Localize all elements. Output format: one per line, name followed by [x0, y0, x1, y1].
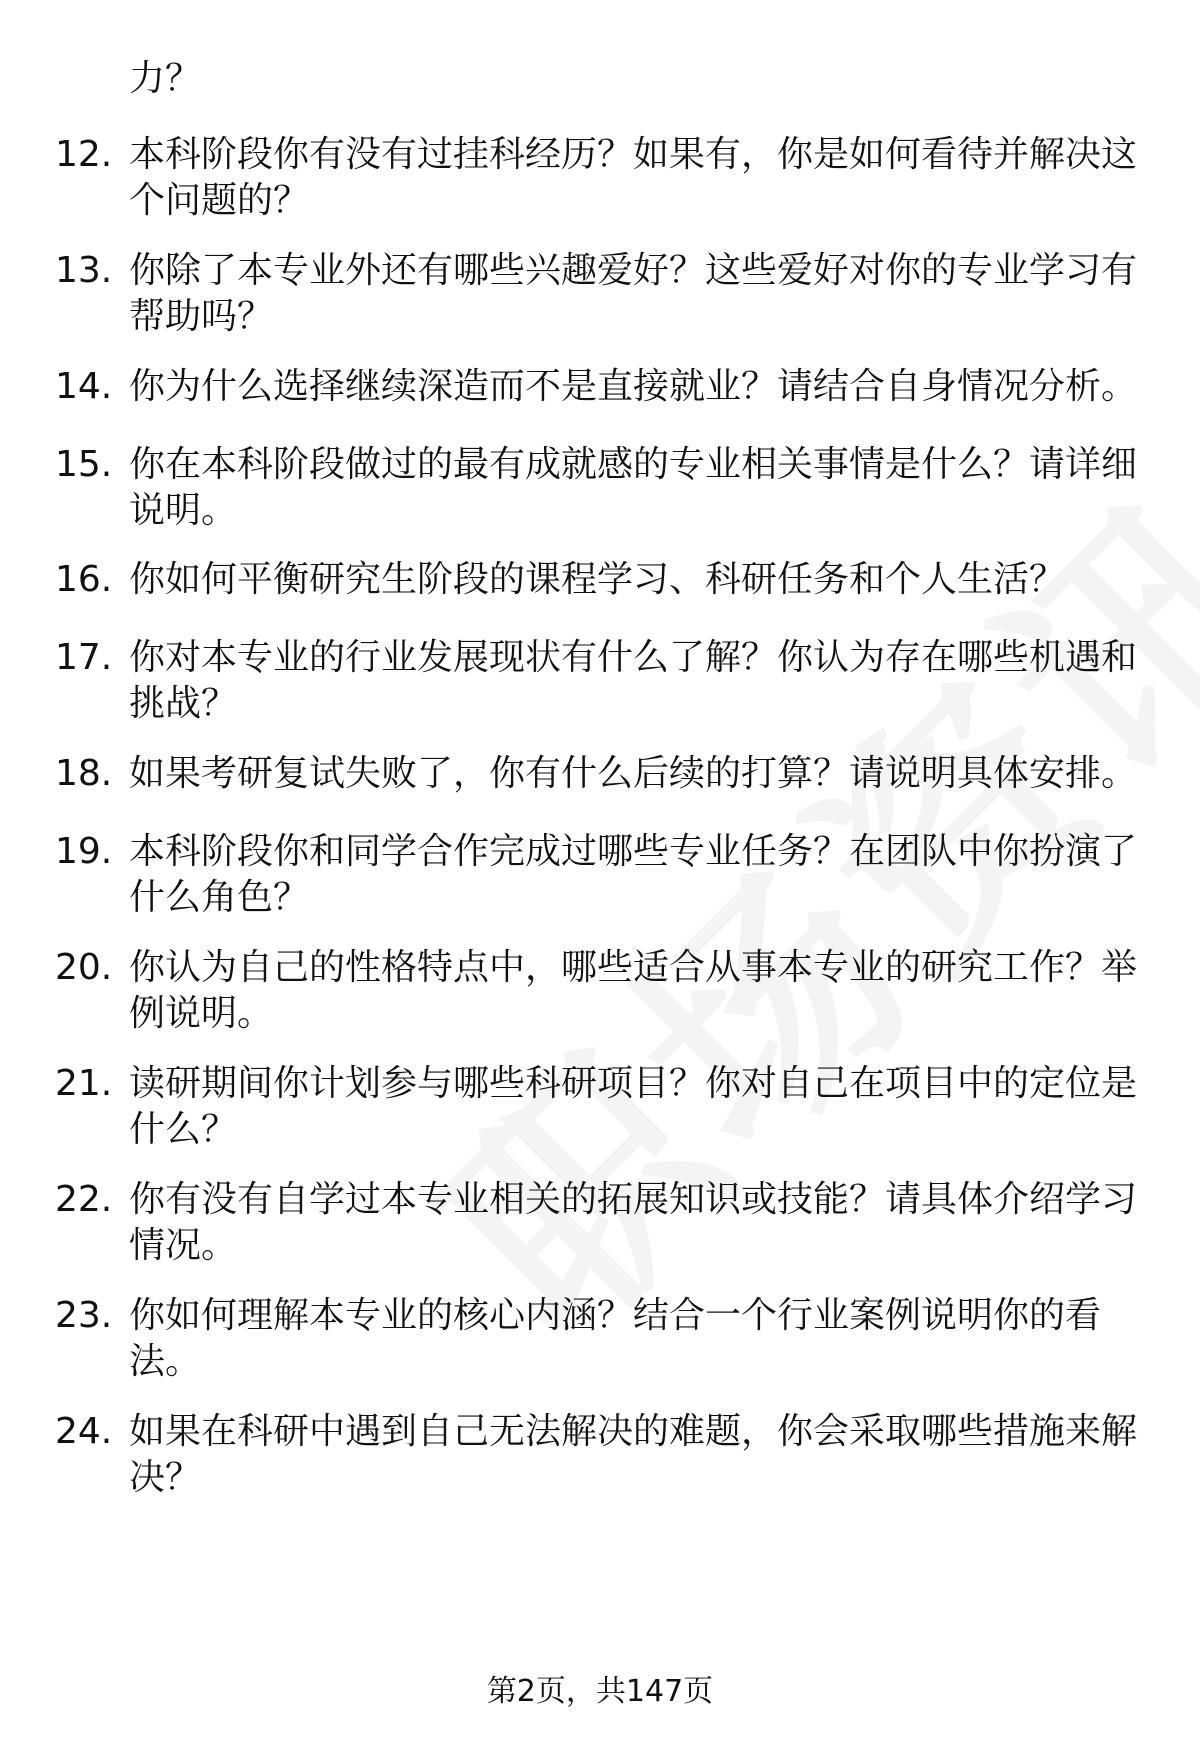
question-text-line2: 挑战？: [129, 683, 238, 724]
question-number: 22.: [55, 1179, 113, 1220]
question-19: [55, 829, 1155, 921]
question-number: 18.: [55, 753, 113, 794]
question-text-line1: 你认为自己的性格特点中，哪些适合从事本专业的研究工作？举: [129, 947, 1138, 988]
question-22: [55, 1177, 1155, 1269]
question-18: [55, 751, 1155, 797]
question-text-line1: 你有没有自学过本专业相关的拓展知识或技能？请具体介绍学习: [129, 1179, 1138, 1220]
question-14: [55, 364, 1155, 410]
question-text: 力？: [129, 58, 202, 99]
question-text-line1: 读研期间你计划参与哪些科研项目？你对自己在项目中的定位是: [129, 1063, 1138, 1104]
question-15: [55, 442, 1155, 534]
question-number: 23.: [55, 1295, 113, 1336]
question-13: [55, 248, 1155, 340]
question-text-line1: 如果考研复试失败了，你有什么后续的打算？请说明具体安排。: [129, 753, 1138, 794]
question-number: 20.: [55, 947, 113, 988]
question-20: [55, 945, 1155, 1037]
question-text-line2: 决？: [129, 1457, 202, 1498]
question-number: 21.: [55, 1063, 113, 1104]
question-17: [55, 635, 1155, 727]
question-number: 19.: [55, 831, 113, 872]
question-number: 17.: [55, 637, 113, 678]
question-21: [55, 1061, 1155, 1153]
question-text-line2: 说明。: [129, 490, 238, 531]
question-16: [55, 557, 1155, 603]
question-text-line2: 例说明。: [129, 993, 274, 1034]
question-number: 15.: [55, 444, 113, 485]
question-text-line1: 你在本科阶段做过的最有成就感的专业相关事情是什么？请详细: [129, 444, 1138, 485]
question-number: 16.: [55, 559, 113, 600]
question-text-line1: 你对本专业的行业发展现状有什么了解？你认为存在哪些机遇和: [129, 637, 1138, 678]
question-number: 12.: [55, 134, 113, 175]
question-text-line2: 什么？: [129, 1109, 238, 1150]
question-text-line2: 情况。: [129, 1225, 238, 1266]
question-text-line1: 本科阶段你和同学合作完成过哪些专业任务？在团队中你扮演了: [129, 831, 1138, 872]
question-text-line2: 法。: [129, 1341, 202, 1382]
question-24: [55, 1409, 1155, 1501]
question-number: 14.: [55, 366, 113, 407]
question-text-line2: 帮助吗？: [129, 296, 274, 337]
question-text-line1: 你除了本专业外还有哪些兴趣爱好？这些爱好对你的专业学习有: [129, 250, 1138, 291]
question-text-line1: 你如何理解本专业的核心内涵？结合一个行业案例说明你的看: [129, 1295, 1102, 1336]
question-text-line2: 个问题的？: [129, 180, 310, 221]
question-text-line1: 你如何平衡研究生阶段的课程学习、科研任务和个人生活？: [129, 559, 1066, 600]
question-text-line1: 你为什么选择继续深造而不是直接就业？请结合自身情况分析。: [129, 366, 1138, 407]
question-text-line2: 什么角色？: [129, 877, 310, 918]
page-footer: 第2页，共147页: [486, 1674, 714, 1709]
question-23: [55, 1293, 1155, 1385]
question-text-line1: 如果在科研中遇到自己无法解决的难题，你会采取哪些措施来解: [129, 1411, 1138, 1452]
question-continuation: [55, 56, 1155, 102]
question-number: 13.: [55, 250, 113, 291]
question-number: 24.: [55, 1411, 113, 1452]
question-12: [55, 132, 1155, 224]
question-text-line1: 本科阶段你有没有过挂科经历？如果有，你是如何看待并解决这: [129, 134, 1138, 175]
